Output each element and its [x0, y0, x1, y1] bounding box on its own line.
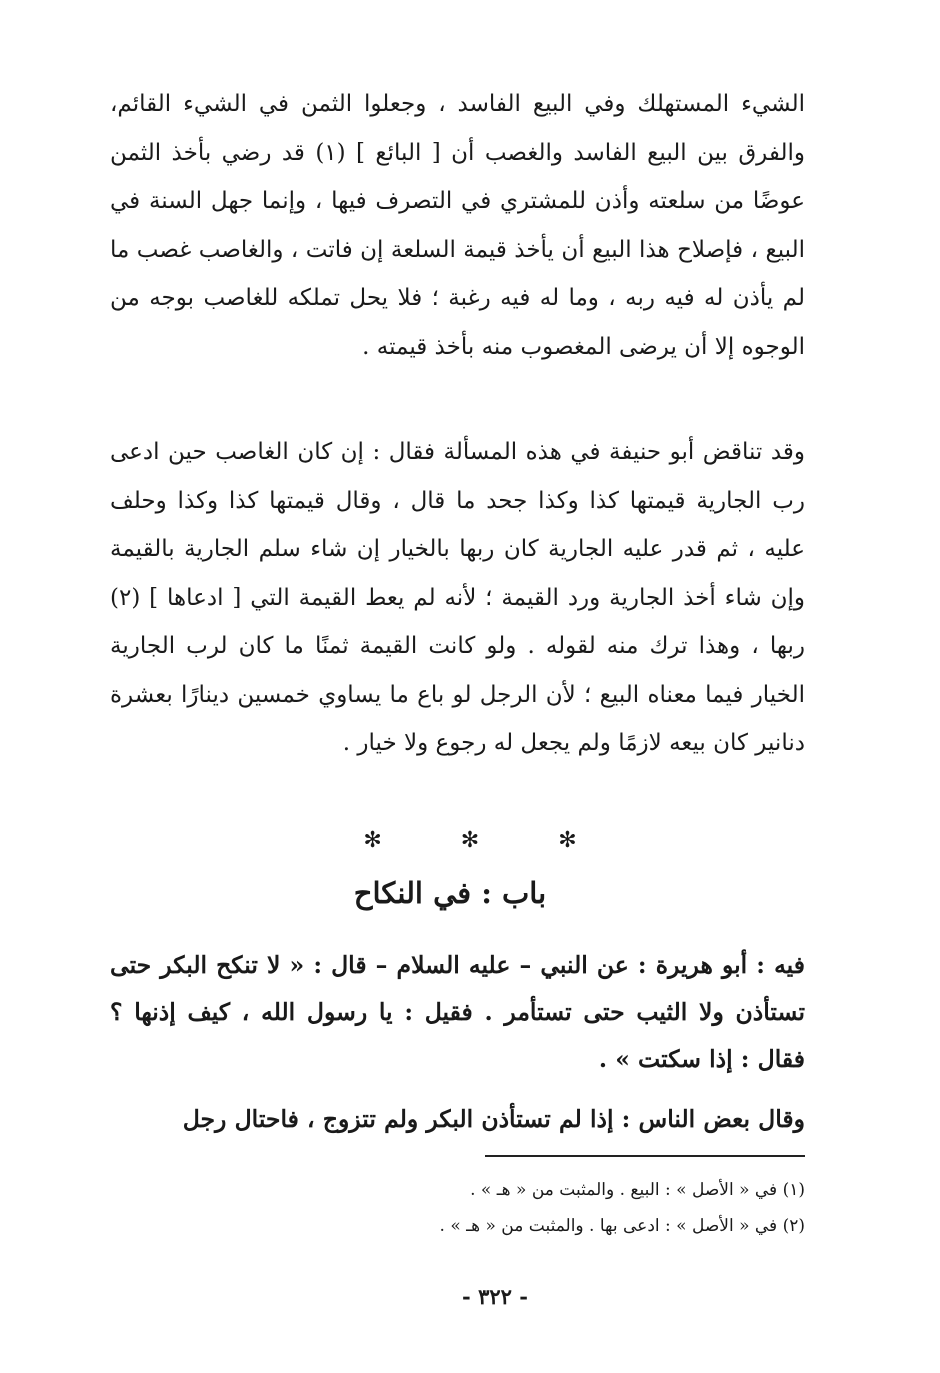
body-paragraph-2: وقد تناقض أبو حنيفة في هذه المسألة فقال : إن كان الغاصب حين ادعى رب الجارية قيمتها كذا وكذا جحد ما قال ، وقال قيمتها كذا وكذا وحلف عليه ، ثم قدر عليه الجارية كان ربها بالخيار إن شاء سلم الجارية بالقيمة وإن شاء أخذ الجارية ورد القيمة ؛ لأنه لم يعط القيمة التي [ ادعاها ] (٢) ربها ، وهذا ترك منه لقوله . ولو كانت القيمة ثمنًا ما كان لرب الجارية الخيار فيما معناه البيع ؛ لأن الرجل لو باع ما يساوي خمسين دينارًا بعشرة دنانير كان بيعه لازمًا ولم يجعل له رجوع ولا خيار .: [110, 439, 805, 756]
footnote-2: (٢) في « الأصل » : ادعى بها . والمثبت من « هـ » .: [439, 1216, 805, 1236]
footnote-divider: [485, 1155, 805, 1157]
separator-star-icon: ✻: [558, 828, 577, 853]
footnotes: [110, 1172, 805, 1244]
page-number: - ٣٢٢ -: [462, 1284, 528, 1309]
hadith-text: فيه : أبو هريرة : عن النبي – عليه السلام – قال : « لا تنكح البكر حتى تستأذن ولا الثيب حتى تستأمر . فقيل : يا رسول الله ، كيف إذنها ؟ فقال : إذا سكتت » .: [110, 951, 805, 1073]
body-paragraph-1: الشيء المستهلك وفي البيع الفاسد ، وجعلوا الثمن في الشيء القائم، والفرق بين البيع الفاسد والغصب أن [ البائع ] (١) قد رضي بأخذ الثمن عوضًا من سلعته وأذن للمشتري في التصرف فيها ، وإنما جهل السنة في البيع ، فإصلاح هذا البيع أن يأخذ قيمة السلعة إن فاتت ، والغاصب غصب ما لم يأذن له فيه ربه ، وما له فيه رغبة ؛ فلا يحل تملكه للغاصب بوجه من الوجوه إلا أن يرضى المغصوب منه بأخذ قيمته .: [110, 91, 805, 360]
body-paragraph-3: وقال بعض الناس : إذا لم تستأذن البكر ولم تتزوج ، فاحتال رجل: [182, 1105, 805, 1133]
section-separator: [0, 828, 940, 853]
separator-star-icon: ✻: [363, 828, 382, 853]
footnote-1: (١) في « الأصل » : البيع . والمثبت من « هـ » .: [470, 1180, 805, 1200]
separator-star-icon: ✻: [460, 828, 480, 853]
chapter-heading: باب : في النكاح: [353, 876, 547, 910]
